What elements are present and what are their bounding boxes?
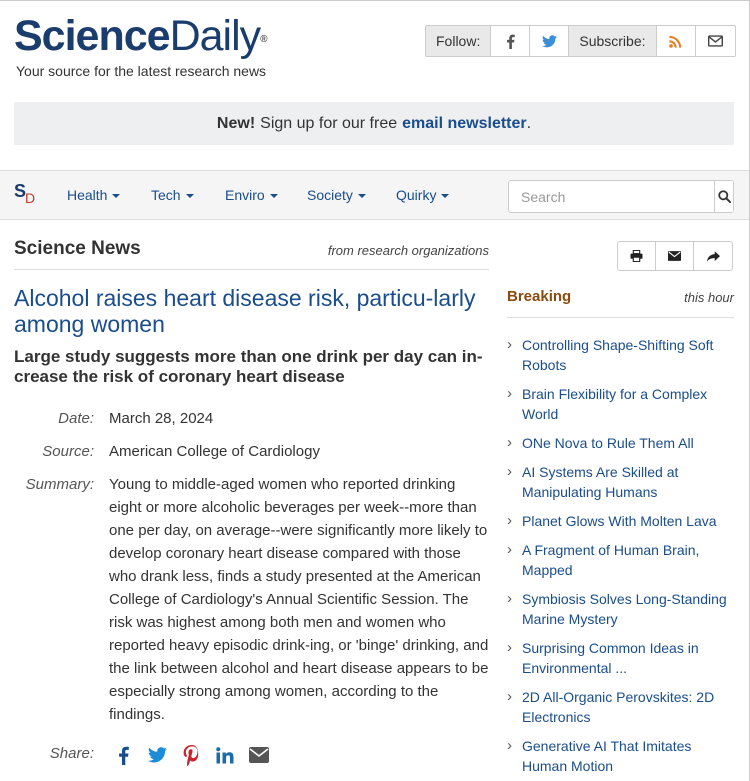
- follow-label: Follow:: [426, 26, 491, 56]
- caret-down-icon: [358, 194, 366, 198]
- breaking-news-link[interactable]: › Controlling Shape-Shifting Soft Robots: [507, 335, 734, 375]
- section-title: Science News: [14, 238, 141, 259]
- site-tagline: Your source for the latest research news: [16, 63, 267, 79]
- subscribe-label: Subscribe:: [569, 26, 656, 56]
- twitter-icon: [542, 35, 557, 48]
- sd-home-logo[interactable]: [14, 181, 36, 206]
- sd-logo-s: S: [14, 181, 27, 201]
- caret-down-icon: [270, 194, 278, 198]
- share-facebook-button[interactable]: [112, 743, 134, 767]
- article-subheadline: Large study suggests more than one drink per day can in-crease the risk of coronary heart disease: [14, 347, 483, 386]
- search-button[interactable]: [714, 181, 733, 212]
- breaking-title: Breaking: [507, 288, 572, 305]
- nav-quirky-dropdown[interactable]: [396, 187, 449, 203]
- nav-health-dropdown[interactable]: [67, 187, 120, 203]
- source-label: Source:: [42, 443, 94, 460]
- site-logo[interactable]: [14, 13, 267, 59]
- envelope-icon: [668, 251, 681, 261]
- article-source-row: [0, 440, 489, 463]
- source-value: American College of Cardiology: [109, 443, 320, 460]
- breaking-news-link[interactable]: › AI Systems Are Skilled at Manipulating Humans: [507, 462, 734, 502]
- rss-subscribe-button[interactable]: [657, 26, 696, 56]
- facebook-icon: [506, 34, 515, 49]
- article-tools: [617, 241, 733, 271]
- share-email-button[interactable]: [248, 743, 270, 767]
- breaking-news-link[interactable]: › Generative AI That Imitates Human Motion: [507, 736, 734, 776]
- caret-down-icon: [112, 194, 120, 198]
- nav-tech-label: Tech: [151, 187, 181, 203]
- summary-text: Young to middle-aged women who reported drinking eight or more alcoholic beverages per week--more than one per day, on average--were significantly more likely to develop coronary heart disease compared with those who drank less, finds a study presented at the American College of Cardiology's Annual Scientific Session. The risk was highest among both men and women who reported heavy episodic drink-ing, or 'binge' drinking, and the link between alcohol and heart disease appears to be especially strong among women, according to the findings.: [109, 476, 489, 723]
- pinterest-icon: [183, 745, 200, 766]
- breaking-news-list: [507, 335, 734, 781]
- nav-society-label: Society: [307, 187, 353, 203]
- facebook-icon: [118, 746, 129, 765]
- date-label: Date:: [58, 410, 94, 427]
- newsletter-new-label: New!: [216, 114, 256, 132]
- main-navbar: [0, 170, 750, 220]
- breaking-news-link[interactable]: › Surprising Common Ideas in Environmental ...: [507, 638, 734, 678]
- section-subtitle: from research organizations: [327, 243, 489, 258]
- share-icon: [707, 251, 720, 262]
- envelope-icon: [249, 747, 269, 763]
- twitter-icon: [148, 747, 167, 763]
- email-subscribe-button[interactable]: [696, 26, 735, 56]
- rss-icon: [669, 35, 682, 48]
- search-icon: [718, 190, 731, 203]
- nav-tech-dropdown[interactable]: [151, 187, 194, 203]
- breaking-news-link[interactable]: › Planet Glows With Molten Lava: [507, 511, 734, 531]
- sd-logo-d: D: [25, 190, 36, 206]
- newsletter-text: Sign up for our free: [260, 114, 398, 132]
- email-article-button[interactable]: [656, 242, 694, 270]
- breaking-news-link[interactable]: › Brain Flexibility for a Complex World: [507, 384, 734, 424]
- print-button[interactable]: [618, 242, 656, 270]
- twitter-follow-button[interactable]: [530, 26, 569, 56]
- envelope-icon: [708, 35, 723, 47]
- nav-society-dropdown[interactable]: [307, 187, 366, 203]
- breaking-news-link[interactable]: › ONe Nova to Rule Them All: [507, 433, 734, 453]
- share-twitter-button[interactable]: [146, 743, 168, 767]
- breaking-news-link[interactable]: › Symbiosis Solves Long-Standing Marine Mystery: [507, 589, 734, 629]
- share-pinterest-button[interactable]: [180, 743, 202, 767]
- caret-down-icon: [186, 194, 194, 198]
- nav-health-label: Health: [67, 187, 108, 203]
- search-box: [508, 180, 734, 213]
- logo-daily: Daily: [169, 12, 261, 60]
- article-date-row: [0, 407, 489, 430]
- breaking-timeframe: this hour: [684, 290, 734, 305]
- nav-enviro-dropdown[interactable]: [225, 187, 278, 203]
- logo-science: Science: [14, 12, 170, 60]
- nav-quirky-label: Quirky: [396, 187, 437, 203]
- follow-subscribe-bar: [425, 25, 736, 57]
- newsletter-banner: [14, 102, 734, 145]
- share-article-button[interactable]: [694, 242, 732, 270]
- newsletter-signup-link[interactable]: email newsletter: [402, 114, 527, 132]
- article-headline: Alcohol raises heart disease risk, particu-larly among women: [14, 285, 476, 337]
- share-buttons: [112, 743, 270, 767]
- search-input[interactable]: [509, 181, 714, 212]
- print-icon: [630, 250, 643, 262]
- share-linkedin-button[interactable]: [214, 743, 236, 767]
- newsletter-period: .: [526, 114, 532, 132]
- linkedin-icon: [216, 747, 234, 764]
- divider: [14, 269, 489, 270]
- breaking-news-link[interactable]: › 2D All-Organic Perovskites: 2D Electronics: [507, 687, 734, 727]
- logo-registered-mark: ®: [260, 34, 267, 45]
- breaking-news-link[interactable]: › A Fragment of Human Brain, Mapped: [507, 540, 734, 580]
- date-value: March 28, 2024: [109, 410, 214, 427]
- article-summary-row: [0, 473, 489, 726]
- caret-down-icon: [441, 194, 449, 198]
- summary-label: Summary:: [25, 476, 94, 493]
- facebook-follow-button[interactable]: [491, 26, 530, 56]
- share-label: Share:: [49, 745, 94, 762]
- nav-enviro-label: Enviro: [225, 187, 265, 203]
- divider: [507, 317, 734, 318]
